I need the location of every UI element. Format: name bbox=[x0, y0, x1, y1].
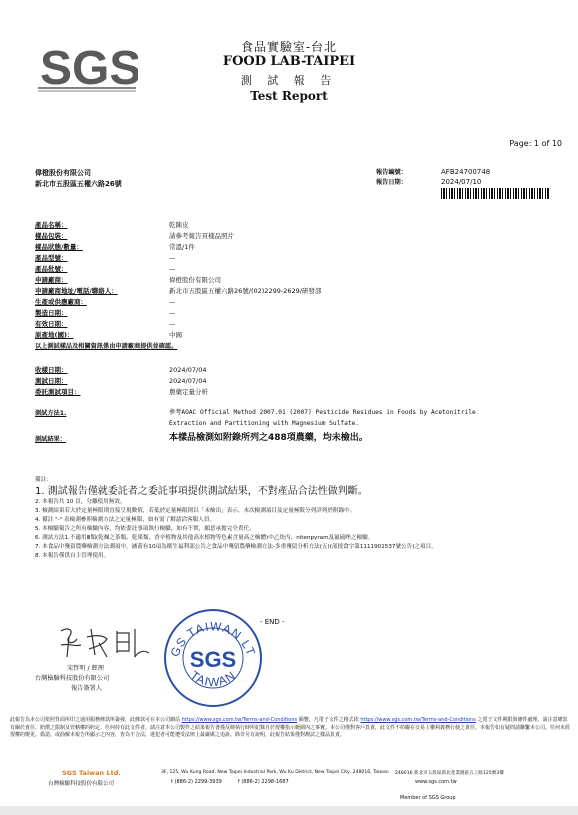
note-item: 4. 備註 "-" 表檢測參照檢測方法之定量極限，如有需了解請洽客服人員。 bbox=[35, 517, 216, 523]
date-row: 測試日期： 2024/07/04 bbox=[35, 377, 207, 385]
note-item: 6. 測試方法1.不適用Ⅲ類(乾燥之茶類、乾果類、香辛植物及其他高水植物等色素含量高之檢體)中乙炔丙、nitenpyram及氟硫唑之檢驗。 bbox=[35, 535, 374, 541]
sgs-logo-text: SGS bbox=[40, 42, 138, 94]
end-marker: - END - bbox=[260, 618, 285, 626]
sample-row: 產品型號： — bbox=[35, 254, 176, 262]
note-item: 2. 本報告共 10 頁，分離使用無效。 bbox=[35, 499, 126, 505]
stamp-center-text: SGS bbox=[189, 647, 237, 672]
note-item: 8. 本報告僅供自主管理使用。 bbox=[35, 553, 110, 559]
sample-row: 樣品包裝： 請參考報告頁樣品照片 bbox=[35, 232, 234, 240]
sample-row: 製造日期： — bbox=[35, 309, 176, 317]
footer-address-zh: 248016 新北市五股區新北產業園區五工路125號3樓 bbox=[395, 771, 504, 776]
signature-image bbox=[55, 623, 155, 663]
stamp-bottom-text: TAIWAN bbox=[187, 668, 239, 690]
footer-fax: f (886-2) 2298-1687 bbox=[238, 779, 289, 785]
bottom-bar bbox=[0, 806, 578, 815]
signer-name: 宋哲明 / 經理 bbox=[67, 665, 104, 672]
stamp-top-text: GS TAIWAN LT bbox=[167, 619, 259, 659]
result-value: 本樣品檢測如附錄所列之488項農藥，均未檢出。 bbox=[169, 433, 368, 443]
sample-note: 以上測試樣品及相關資訊係由申請廠商提供並確認。 bbox=[35, 343, 178, 350]
sample-row: 有效日期： — bbox=[35, 320, 176, 328]
signer-company: 台灣檢驗科技股份有限公司 bbox=[35, 675, 110, 682]
report-title-en: Test Report bbox=[250, 89, 328, 103]
footer-address-en: 3F, 125, Wu Kung Road, New Taipei Industrial Park, Wu Ku District, New Taipei City, 248016, Taiwan bbox=[161, 770, 389, 775]
note-item: 5. 本檢驗報告之所有檢驗內容，均依委託事項執行檢驗，如有不實，願意承擔完全責任。 bbox=[35, 526, 255, 532]
footer-company-en: SGS Taiwan Ltd. bbox=[62, 769, 121, 777]
report-no-label: 報告編號： bbox=[376, 169, 407, 176]
note-item: 3. 檢測結果若大於定量極限則直接呈現數值，若低於定量極限則以「未檢出」表示，本次檢測項目及定量極限分列詳列於附錄中。 bbox=[35, 508, 356, 514]
method-line-2: Extraction and Partitioning with Magnesium Sulfate. bbox=[169, 420, 359, 427]
date-row: 委託測試項目： 農藥定量分析 bbox=[35, 388, 208, 396]
note-item: 1. 測試報告僅就委託者之委託事項提供測試結果，不對產品合法性做判斷。 bbox=[35, 486, 368, 497]
footer-terms: 此報告為本公司依照背面所印之通用服務條款所簽發，此條款可在本公司網站 https://www.sgs.com.tw/Terms-and-Conditions 閱覽，凡電子文件之格式依 https://www.sgs.com.tw/Terms-and-Conditions 之電子文件期限與條件處理。請注意條款有關於責任、賠償之限制及管轄權的約定。任何持有此文件者，請注意本公司製作之結果報告書僅反映執行時所紀錄且於授權指示範圍內之事實。本公司僅對客戶負責，此文件不妨礙在交易上權利義務行使之責任。本報告如有疑問請聯繫本公司。任何未經授權的變更、偽造、或曲解本報告所顯示之內容，皆為不合法，違犯者可能遭受法律上最嚴厲之追訴。除非另有說明，此報告結果僅對測試之樣品負責。 bbox=[10, 717, 571, 738]
note-item: 7. 本食品中殘留農藥檢測方法測項中，涵蓋有10項為衛生福利部公告之食品中殘留農藥檢測方法-多重殘留分析方法(五)(部授食字第1111901537號公告)之項目。 bbox=[35, 544, 437, 550]
result-label: 測試結果： bbox=[35, 436, 66, 443]
signer-role: 報告簽署人 bbox=[71, 685, 102, 692]
method-line-1: 參考AOAC Official Method 2007.01 (2007) Pesticide Residues in Foods by Acetonitrile bbox=[169, 409, 476, 416]
barcode bbox=[441, 188, 549, 199]
sample-row: 原產地(國)： 中國 bbox=[35, 331, 182, 339]
report-date-label: 報告日期： bbox=[376, 179, 407, 186]
client-name: 偉橙股份有限公司 bbox=[35, 169, 91, 177]
terms-link[interactable]: https://www.sgs.com.tw/Terms-and-Conditions bbox=[181, 717, 298, 723]
sample-row: 樣品狀態/數量： 常溫/1件 bbox=[35, 243, 195, 251]
lab-name-zh: 食品實驗室-台北 bbox=[240, 40, 338, 54]
sample-row: 申請廠商： 偉橙股份有限公司 bbox=[35, 276, 221, 284]
notes-title: 備註： bbox=[35, 477, 52, 483]
client-address: 新北市五股區五權六路26號 bbox=[35, 180, 122, 188]
terms-link-2[interactable]: https://www.sgs.com.tw/Terms-and-Conditions bbox=[360, 717, 476, 723]
sample-row: 產品批號： — bbox=[35, 265, 176, 273]
footer-member: Member of SGS Group bbox=[400, 795, 456, 801]
report-no: AFB24700748 bbox=[441, 168, 491, 176]
sample-row: 生產或供應廠商： — bbox=[35, 298, 176, 306]
footer-company-zh: 台灣檢驗科技股份有限公司 bbox=[48, 781, 115, 787]
method-label: 測試方法1. bbox=[35, 410, 67, 417]
notes-section bbox=[35, 476, 550, 561]
date-row: 收樣日期： 2024/07/04 bbox=[35, 366, 207, 374]
sample-row: 產品名稱： 乾陳皮 bbox=[35, 221, 189, 229]
report-date: 2024/07/10 bbox=[441, 178, 482, 186]
footer-tel: t (886-2) 2299-3939 bbox=[171, 779, 222, 785]
lab-name-en: FOOD LAB-TAIPEI bbox=[222, 54, 356, 69]
sample-row: 申請廠商地址/電話/聯絡人： 新北市五股區五權六路26號/(02)2299-2629/研發部 bbox=[35, 287, 322, 295]
sgs-stamp bbox=[158, 600, 268, 710]
footer-web[interactable]: www.sgs.com.tw bbox=[415, 779, 457, 785]
report-title-zh: 測 試 報 告 bbox=[240, 74, 338, 87]
page-number: Page: 1 of 10 bbox=[509, 139, 562, 148]
